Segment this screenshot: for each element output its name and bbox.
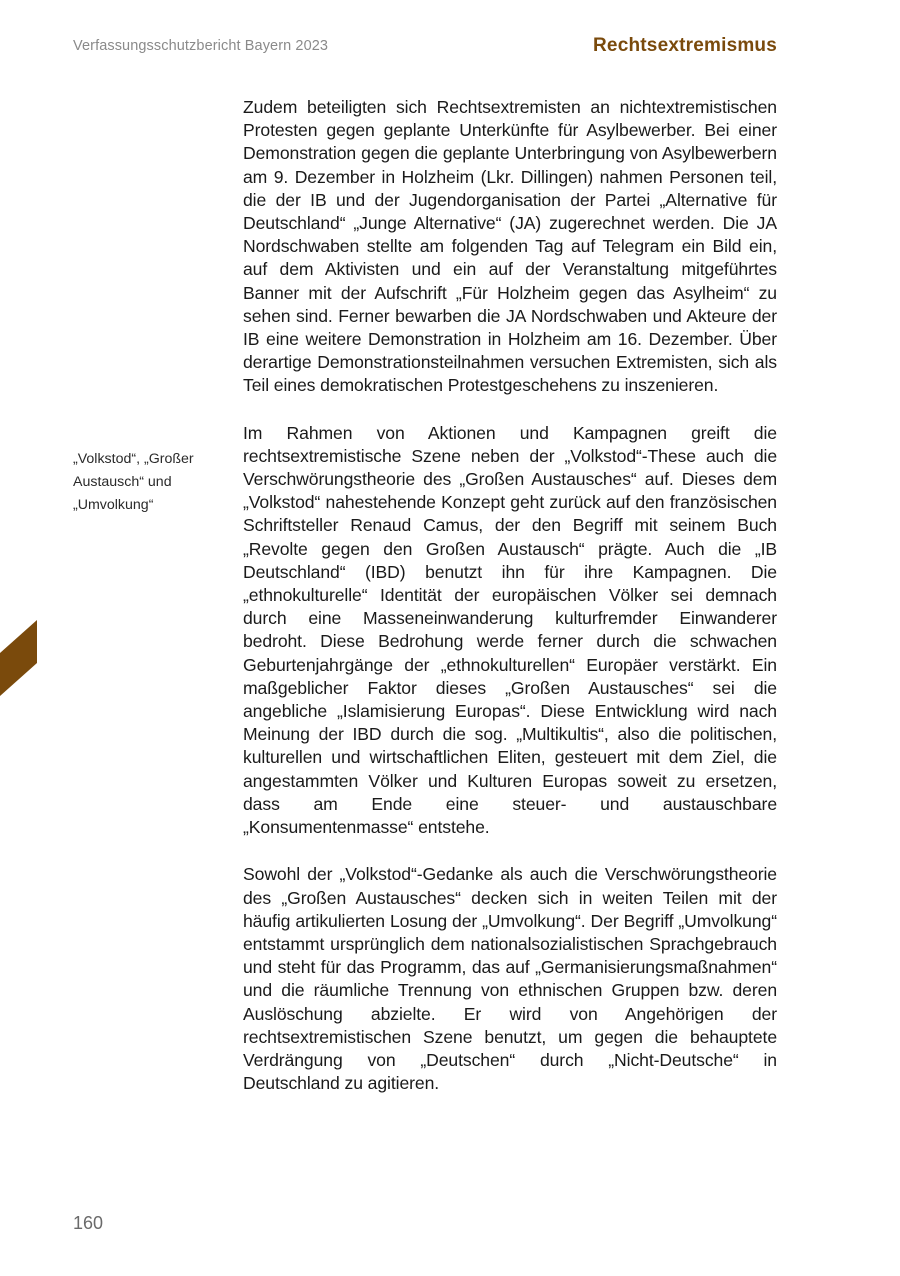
body-paragraph: Sowohl der „Volkstod“-Gedanke als auch die Verschwörungstheorie des „Großen Austausches“ decken sich in weiten Teilen mit der häufig artikulierten Losung der „Umvolkung“. Der Begriff „Umvolkung“ entstammt ursprünglich dem nationalsozialistischen Sprachgebrauch und steht für das Programm, das auf „Germanisierungsmaßnahmen“ und die räumliche Trennung von ethnischen Gruppen bzw. deren Auslöschung abzielte. Er wird von Angehörigen der rechtsextremistischen Szene benutzt, um gegen die behauptete Verdrängung von „Deutschen“ durch „Nicht-Deutsche“ in Deutschland zu agitieren.: [243, 864, 777, 1094]
sidenote: „Volkstod“, „Großer Austausch“ und „Umvolkung“: [73, 451, 194, 513]
report-title: Verfassungsschutzbericht Bayern 2023: [73, 38, 329, 54]
chapter-tab-marker: [0, 620, 37, 696]
chapter-title: Rechtsextremismus: [593, 35, 777, 56]
chapter-tab-shape: [0, 620, 37, 696]
body-paragraph: Im Rahmen von Aktionen und Kampagnen greift die rechtsextremistische Szene neben der „Volkstod“-These auch die Verschwörungstheorie des „Großen Austausches“ auf. Dieses dem „Volkstod“ nahestehende Konzept geht zurück auf den französischen Schriftsteller Renaud Camus, der den Begriff mit seinem Buch „Revolte gegen den Großen Austausch“ prägte. Auch die „IB Deutschland“ (IBD) benutzt ihn für ihre Kampagnen. Die „ethnokulturelle“ Identität der europäischen Völker sei demnach durch eine Masseneinwanderung kulturfremder Einwanderer bedroht. Diese Bedrohung werde ferner durch die schwachen Geburtenjahrgänge der „ethnokulturellen“ Europäer verstärkt. Ein maßgeblicher Faktor dieses „Großen Austausches“ sei die angebliche „Islamisierung Europas“. Diese Entwicklung wird nach Meinung der IBD durch die sog. „Multikultis“, also die politischen, kulturellen und wirtschaftlichen Eliten, gesteuert mit dem Ziel, die angestammten Völker und Kulturen Europas soweit zu ersetzen, dass am Ende eine steuer- und austauschbare „Konsumentenmasse“ entstehe.: [243, 422, 777, 838]
main-text-column: [243, 96, 777, 1095]
body-paragraph: Zudem beteiligten sich Rechtsextremisten an nichtextremistischen Protesten gegen geplante Unterkünfte für Asylbewerber. Bei einer Demonstration gegen die geplante Unterbringung von Asylbewerbern am 9. Dezember in Holzheim (Lkr. Dillingen) nahmen Personen teil, die der IB und der Jugendorganisation der Partei „Alternative für Deutschland“ „Junge Alternative“ (JA) zugerechnet werden. Die JA Nordschwaben stellte am folgenden Tag auf Telegram ein Bild ein, auf dem Aktivisten und ein auf der Veranstaltung mitgeführtes Banner mit der Aufschrift „Für Holzheim gegen das Asylheim“ zu sehen sind. Ferner bewarben die JA Nordschwaben und Akteure der IB eine weitere Demonstration in Holzheim am 16. Dezember. Über derartige Demonstrationsteilnahmen versuchen Extremisten, sich als Teil eines demokratischen Protestgeschehens zu inszenieren.: [243, 97, 777, 396]
page-number: 160: [73, 1213, 104, 1233]
